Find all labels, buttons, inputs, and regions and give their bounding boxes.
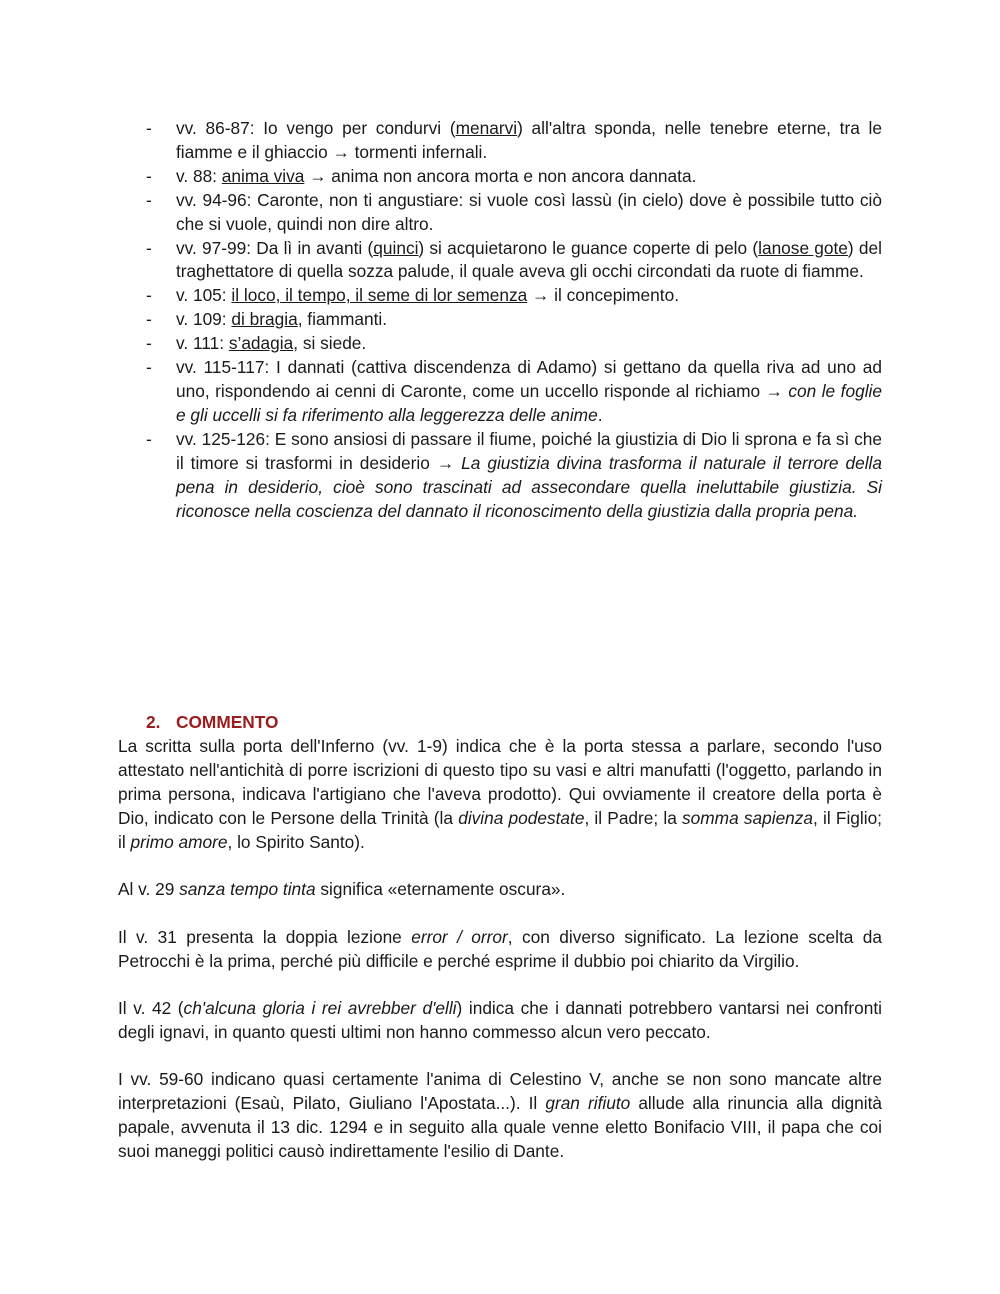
- text-run: vv. 86-87: Io vengo per condurvi (: [176, 118, 456, 138]
- text-run: Al v. 29: [118, 879, 180, 899]
- list-item-text: [176, 238, 882, 282]
- text-run: vv. 115-117: I dannati (cattiva discendenza di Adamo) si gettano da quella riva ad uno ad uno, rispondendo ai cenni di Caronte, come un uccello risponde al richiamo →: [176, 357, 882, 401]
- list-item-text: [176, 309, 387, 329]
- text-run: , con diverso significato. La lezione scelta da Petrocchi è la prima, perché più difficile e perché esprime il dubbio poi chiarito da Virgilio.: [118, 927, 882, 971]
- text-run: , si siede.: [293, 333, 367, 354]
- text-run: v. 109:: [176, 309, 232, 330]
- italic-text: somma sapienza: [682, 807, 814, 828]
- text-run: → anima non ancora morta e non ancora dannata.: [304, 165, 697, 186]
- underlined-term: menarvi: [455, 118, 518, 138]
- list-item-text: [176, 166, 696, 186]
- list-item-text: [176, 357, 882, 425]
- bullet-dash: -: [146, 309, 152, 330]
- commentary-paragraph: [118, 926, 882, 974]
- commentary-paragraph: [118, 735, 882, 855]
- underlined-term: lanose gote: [758, 237, 848, 258]
- commentary-paragraph: [118, 997, 882, 1045]
- list-item: [146, 332, 882, 356]
- text-run: , lo Spirito Santo).: [227, 831, 365, 852]
- underlined-term: quinci: [373, 237, 419, 258]
- text-run: Il v. 42 (: [118, 998, 184, 1018]
- bullet-dash: -: [146, 189, 152, 210]
- verse-notes-list: [146, 117, 882, 523]
- text-run: v. 111:: [176, 333, 229, 354]
- italic-text: sanza tempo tinta: [179, 879, 316, 899]
- text-run: , il Padre; la: [584, 807, 683, 828]
- list-item-text: [176, 118, 882, 162]
- text-run: Il v. 31 presenta la doppia lezione: [118, 927, 412, 947]
- list-item-text: [176, 333, 366, 353]
- list-item: [146, 189, 882, 237]
- text-run: vv. 97-99: Da lì in avanti (: [176, 237, 374, 258]
- text-run: allude alla rinuncia alla dignità papale, avvenuta il 13 dic. 1294 e in seguito alla quale venne eletto Bonifacio VIII, il papa che coi suoi maneggi politici causò indirettamente l'esilio di Dante.: [118, 1092, 882, 1161]
- bullet-dash: -: [146, 428, 152, 449]
- text-run: vv. 125-126: E sono ansiosi di passare il fiume, poiché la giustizia di Dio li sprona e fa sì che il timore si trasformi in desiderio →: [176, 428, 882, 473]
- underlined-term: s’adagia: [228, 333, 294, 354]
- list-item: [146, 428, 882, 524]
- bullet-dash: -: [146, 357, 152, 378]
- bullet-dash: -: [146, 237, 152, 258]
- text-run: v. 88:: [176, 165, 222, 186]
- text-run: ) indica che i dannati potrebbero vantarsi nei confronti degli ignavi, in quanto questi ultimi non hanno commesso alcun vero peccato.: [118, 998, 882, 1042]
- text-run: .: [597, 404, 603, 425]
- section-number: 2.: [146, 712, 161, 732]
- commentary-paragraph: [118, 1068, 882, 1164]
- text-run: ) all'altra sponda, nelle tenebre eterne, tra le fiamme e il ghiaccio → tormenti infernali.: [176, 118, 883, 162]
- list-item: [146, 284, 882, 308]
- text-run: , fiammanti.: [297, 309, 388, 330]
- italic-text: gran rifiuto: [545, 1092, 631, 1113]
- section-title: COMMENTO: [176, 712, 279, 732]
- text-run: , il Figlio; il: [118, 807, 882, 852]
- underlined-term: anima viva: [221, 165, 305, 186]
- list-item-text: [176, 190, 882, 234]
- italic-text: divina podestate: [458, 807, 585, 828]
- list-item: [146, 356, 882, 428]
- text-run: La scritta sulla porta dell'Inferno (vv. 1-9) indica che è la porta stessa a parlare, secondo l'uso attestato nell'antichità di porre iscrizioni di questo tipo su vasi e altri manufatti (l'oggetto, parlando in prima persona, indicava l'artigiano che l'aveva prodotto). Qui ovviamente il creatore della porta è Dio, indicato con le Persone della Trinità (la: [118, 736, 882, 828]
- italic-text: primo amore: [130, 831, 228, 852]
- bullet-dash: -: [146, 333, 152, 354]
- text-run: significa «eternamente oscura».: [315, 879, 566, 899]
- underlined-term: di bragia: [231, 309, 298, 330]
- section-heading: [146, 711, 278, 735]
- underlined-term: il loco, il tempo, il seme di lor semenza: [231, 285, 528, 306]
- list-item: [146, 165, 882, 189]
- text-run: v. 105:: [176, 285, 232, 306]
- bullet-dash: -: [146, 165, 152, 186]
- text-run: vv. 94-96: Caronte, non ti angustiare: si vuole così lassù (in cielo) dove è possibile tutto ciò che si vuole, quindi non dire altro.: [176, 189, 882, 234]
- text-run: → il concepimento.: [527, 285, 679, 306]
- list-item-text: [176, 429, 882, 521]
- bullet-dash: -: [146, 118, 152, 138]
- italic-text: La giustizia divina trasforma il naturale il terrore della pena in desiderio, cioè sono trascinati ad assecondare quella ineluttabile giustizia. Si riconosce nella coscienza del dannato il riconoscimento della giustizia dalla propria pena.: [176, 452, 882, 521]
- list-item: [146, 117, 882, 165]
- italic-text: error / orror: [411, 927, 508, 947]
- text-run: I vv. 59-60 indicano quasi certamente l'anima di Celestino V, anche se non sono mancate altre interpretazioni (Esaù, Pilato, Giuliano l'Apostata...). Il: [118, 1069, 882, 1113]
- bullet-dash: -: [146, 285, 152, 306]
- italic-text: ch'alcuna gloria i rei avrebber d'elli: [183, 998, 457, 1018]
- list-item-text: [176, 285, 679, 305]
- text-run: ) del traghettatore di quella sozza palude, il quale aveva gli occhi circondati da ruote di fiamme.: [176, 237, 882, 282]
- text-run: ) si acquietarono le guance coperte di pelo (: [418, 237, 759, 258]
- italic-text: con le foglie e gli uccelli si fa riferimento alla leggerezza delle anime: [176, 380, 882, 425]
- list-item: [146, 237, 882, 285]
- list-item: [146, 308, 882, 332]
- commentary-paragraph: [118, 878, 882, 902]
